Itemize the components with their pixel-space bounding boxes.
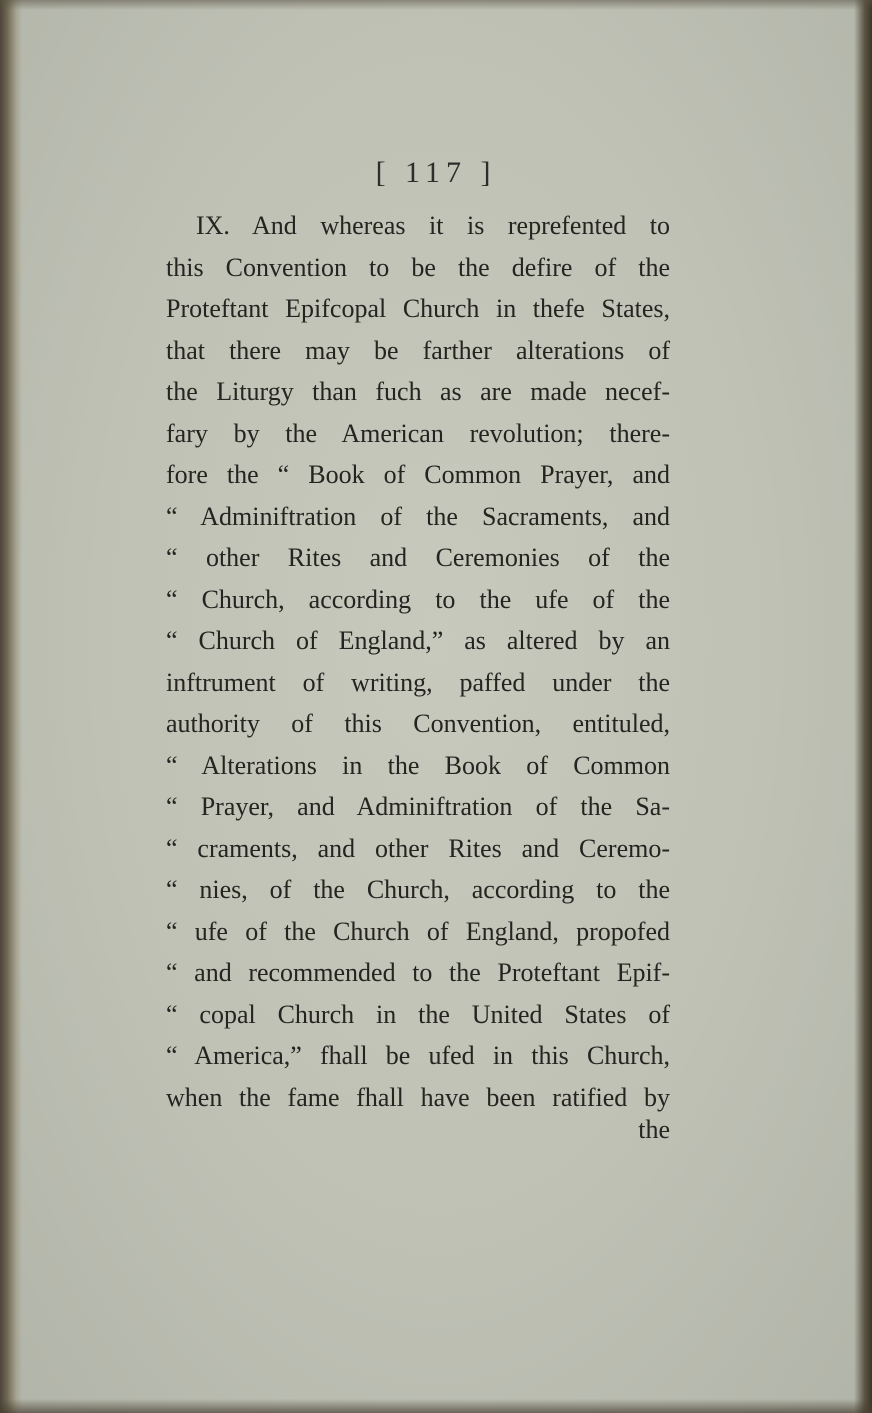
text-line: Proteftant Epifcopal Church in thefe States, [166,294,670,323]
text-line: “ other Rites and Ceremonies of the [166,543,670,572]
text-line: this Convention to be the defire of the [166,252,670,282]
text-line: “ nies, of the Church, according to the [166,875,670,904]
text-line: that there may be farther alterations of [166,335,670,365]
text-line: “ Prayer, and Adminiftration of the Sa- [166,792,670,821]
text-line: “ copal Church in the United States of [166,999,670,1029]
text-line: “ and recommended to the Proteftant Epif- [166,958,670,987]
text-line: the Liturgy than fuch as are made necef- [166,377,670,406]
page-left-edge [0,0,22,1413]
text-line: “ Adminiftration of the Sacraments, and [166,501,670,531]
page-right-edge [854,0,872,1413]
body-text [166,205,670,1118]
text-line: when the fame fhall have been ratified by [166,1082,670,1112]
text-line: fore the “ Book of Common Prayer, and [166,460,670,489]
text-line: “ America,” fhall be ufed in this Church, [166,1041,670,1070]
page-bottom-edge [0,1399,872,1413]
text-line: IX. And whereas it is reprefented to [196,211,670,240]
text-line: “ Church, according to the ufe of the [166,584,670,614]
page-top-edge [0,0,872,10]
catchword: the [638,1115,670,1144]
text-line: fary by the American revolution; there- [166,418,670,448]
page-number: [ 117 ] [375,156,497,189]
text-line: “ craments, and other Rites and Ceremo- [166,833,670,863]
text-line: “ Church of England,” as altered by an [166,626,670,655]
text-line: inftrument of writing, paffed under the [166,667,670,697]
text-line: “ ufe of the Church of England, propofed [166,916,670,946]
text-line: “ Alterations in the Book of Common [166,750,670,780]
text-line: authority of this Convention, entituled, [166,709,670,738]
